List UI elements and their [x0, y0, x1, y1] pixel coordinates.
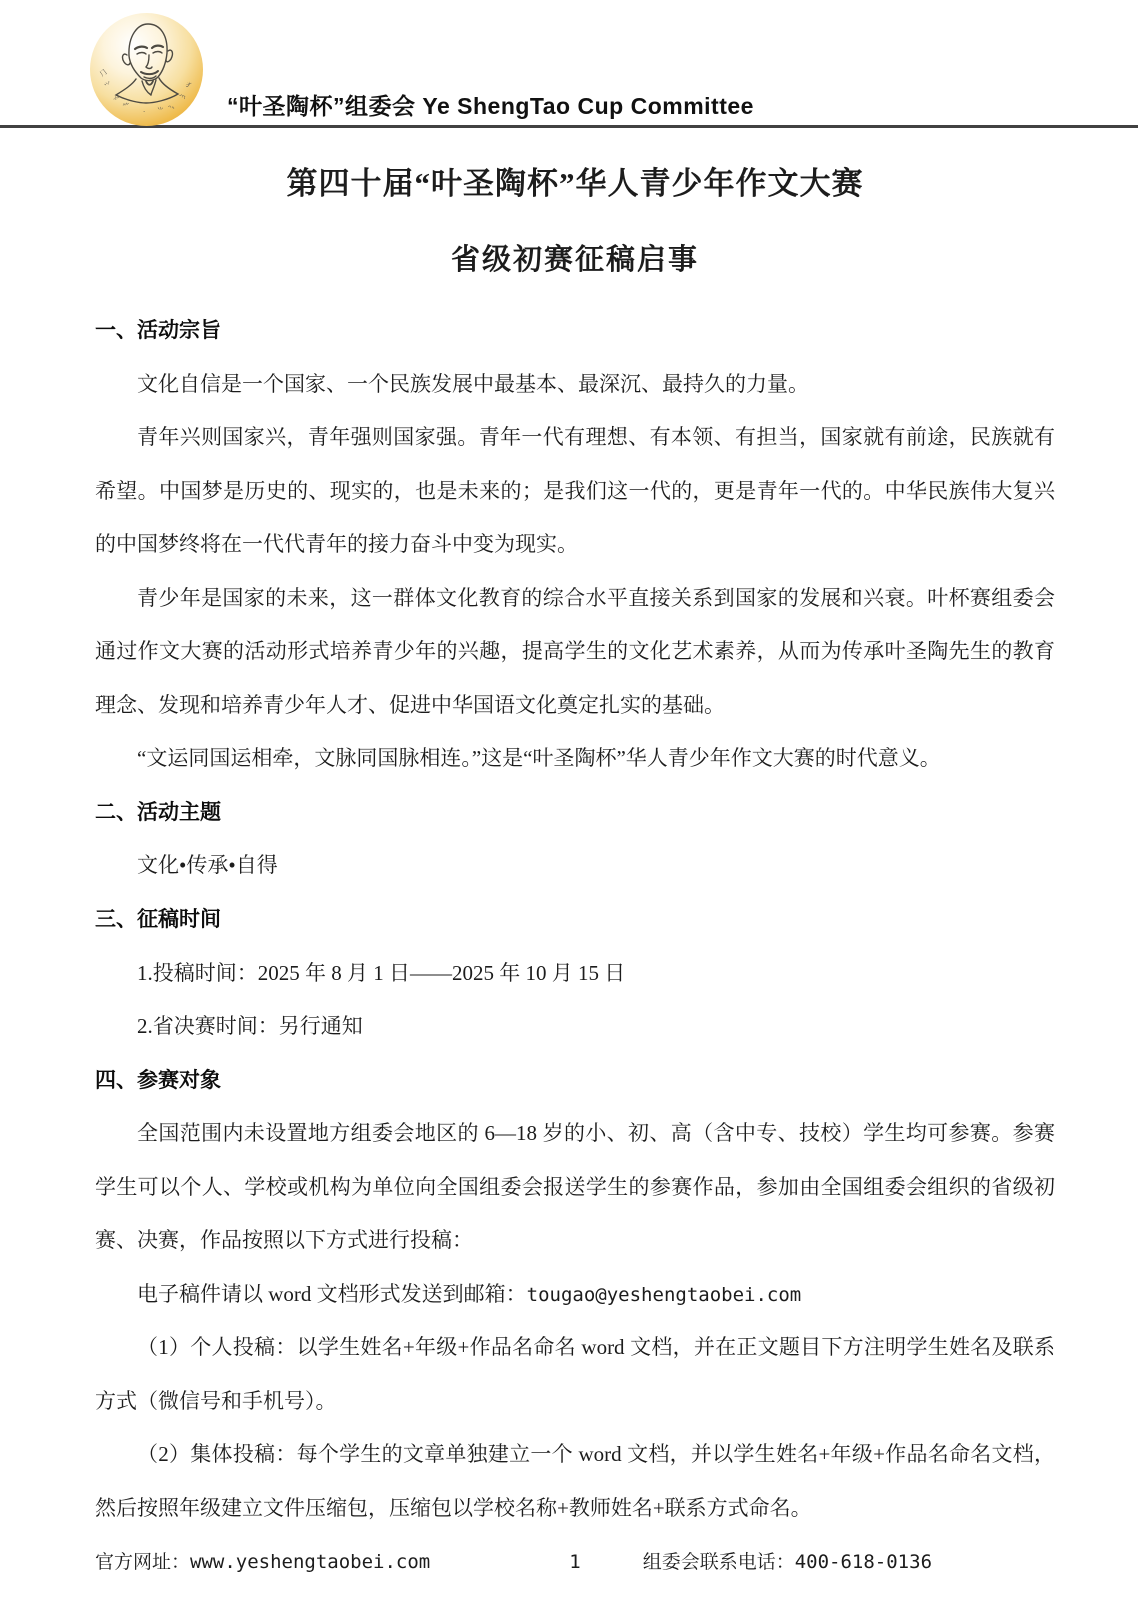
- footer-website: [95, 1547, 430, 1574]
- website-label: 官方网址：: [95, 1552, 191, 1573]
- section-heading: 二、活动主题: [95, 800, 221, 824]
- page-number: 1: [569, 1551, 581, 1573]
- section-heading: 三、征稿时间: [95, 908, 221, 932]
- svg-text:·: ·: [143, 108, 146, 116]
- svg-text:⺗: ⺗: [111, 92, 121, 102]
- svg-text:⺆: ⺆: [98, 67, 109, 79]
- theme-text: 文化•传承•自得: [137, 853, 278, 878]
- section-heading: 四、参赛对象: [95, 1068, 221, 1092]
- svg-text:⺌: ⺌: [155, 106, 164, 116]
- submission-time-item: 1.投稿时间：2025 年 8 月 1 日——2025 年 10 月 15 日: [137, 960, 626, 985]
- footer-phone: [643, 1547, 932, 1574]
- final-time-item: 2.省决赛时间：另行通知: [137, 1014, 363, 1039]
- group-submission-item: （2）集体投稿：每个学生的文章单独建立一个 word 文档，并以学生姓名+年级+作品名命名文档，然后按照年级建立文件压缩包，压缩包以学校名称+教师姓名+联系方式命名。: [95, 1442, 1055, 1521]
- svg-text:⺨: ⺨: [183, 80, 195, 92]
- svg-text:⺤: ⺤: [176, 91, 188, 103]
- paragraph: 文化自信是一个国家、一个民族发展中最基本、最深沉、最持久的力量。: [137, 371, 809, 396]
- section-submission-time: [95, 893, 1055, 1054]
- website-url: www.yeshengtaobei.com: [190, 1551, 431, 1573]
- document-title: 第四十届“叶圣陶杯”华人青少年作文大赛: [286, 166, 864, 201]
- paragraph-email: [95, 1268, 1055, 1322]
- svg-text:⺣: ⺣: [167, 100, 177, 111]
- ye-shengtao-portrait-icon: [88, 11, 205, 128]
- phone-label: 组委会联系电话：: [642, 1552, 795, 1573]
- section-activity-theme: [95, 786, 1055, 893]
- paragraph: 青少年是国家的未来，这一群体文化教育的综合水平直接关系到国家的发展和兴衰。叶杯赛组委会通过作文大赛的活动形式培养青少年的兴趣，提高学生的文化艺术素养，从而为传承叶圣陶先生的教育理念、发现和培养青少年人才、促进中华国语文化奠定扎实的基础。: [95, 585, 1055, 717]
- svg-text:⺮: ⺮: [122, 102, 131, 111]
- paragraph: “文运同国运相牵，文脉同国脉相连。”这是“叶圣陶杯”华人青少年作文大赛的时代意义。: [137, 746, 941, 771]
- email-prefix: 电子稿件请以 word 文档形式发送到邮箱：: [137, 1281, 527, 1306]
- individual-submission-item: （1）个人投稿：以学生姓名+年级+作品名命名 word 文档，并在正文题目下方注明学生姓名及联系方式（微信号和手机号）。: [95, 1335, 1055, 1413]
- email-address: tougao@yeshengtaobei.com: [526, 1283, 802, 1306]
- section-heading: 一、活动宗旨: [95, 319, 221, 342]
- section-participants: [95, 1054, 1055, 1536]
- svg-text:⺍: ⺍: [103, 80, 114, 91]
- ye-shengtao-logo: [88, 11, 205, 128]
- document-body: [0, 128, 1138, 1536]
- page-header: [0, 0, 1138, 128]
- document-subtitle: 省级初赛征稿启事: [450, 244, 699, 276]
- paragraph: 青年兴则国家兴，青年强则国家强。青年一代有理想、有本领、有担当，国家就有前途，民族就有希望。中国梦是历史的、现实的，也是未来的；是我们这一代的，更是青年一代的。中华民族伟大复兴的中国梦终将在一代代青年的接力奋斗中变为现实。: [95, 425, 1055, 557]
- section-activity-purpose: [95, 304, 1055, 786]
- committee-title: “叶圣陶杯”组委会 Ye ShengTao Cup Committee: [227, 93, 754, 119]
- page-footer: [95, 1547, 1055, 1574]
- phone-number: 400-618-0136: [794, 1551, 933, 1573]
- paragraph: 全国范围内未设置地方组委会地区的 6—18 岁的小、初、高（含中专、技校）学生均可参赛。参赛学生可以个人、学校或机构为单位向全国组委会报送学生的参赛作品，参加由全国组委会组织的省级初赛、决赛，作品按照以下方式进行投稿：: [95, 1121, 1055, 1253]
